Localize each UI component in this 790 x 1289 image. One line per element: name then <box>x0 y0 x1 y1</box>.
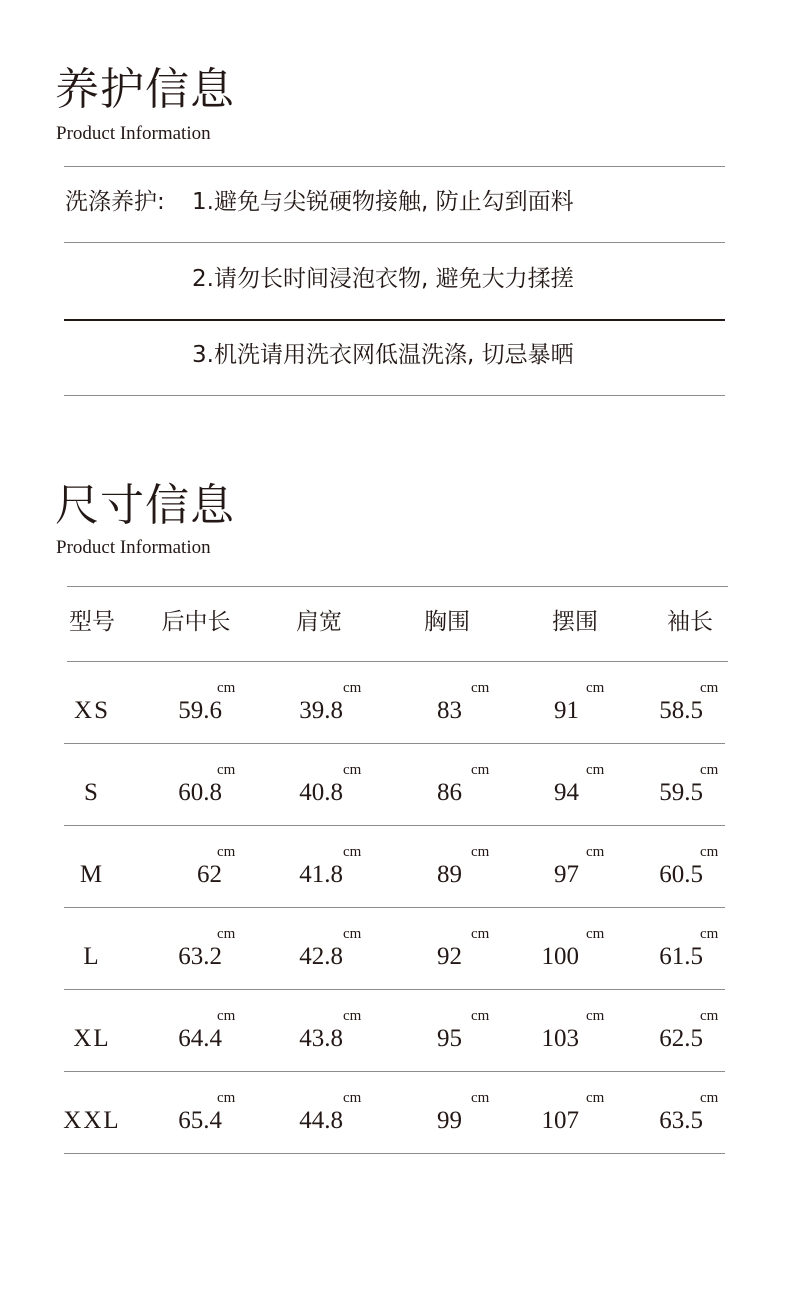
divider <box>64 242 725 243</box>
care-item-2: 2.请勿长时间浸泡衣物, 避免大力揉搓 <box>192 266 574 292</box>
divider <box>64 743 725 744</box>
value-chest: 86 <box>437 779 462 806</box>
unit-label: cm <box>471 1008 490 1024</box>
header-shoulder: 肩宽 <box>296 609 342 635</box>
value-shoulder: 39.8 <box>299 697 343 724</box>
size-label: XL <box>73 1025 111 1052</box>
value-hem: 100 <box>541 943 579 970</box>
header-hem: 摆围 <box>552 609 598 635</box>
care-item-1: 1.避免与尖锐硬物接触, 防止勾到面料 <box>192 189 574 215</box>
unit-label: cm <box>217 1008 236 1024</box>
unit-label: cm <box>217 844 236 860</box>
divider <box>67 661 728 662</box>
value-shoulder: 44.8 <box>299 1107 343 1134</box>
value-sleeve: 61.5 <box>659 943 703 970</box>
size-title: 尺寸信息 <box>55 480 235 531</box>
value-length: 64.4 <box>178 1025 222 1052</box>
divider <box>64 166 725 167</box>
value-hem: 97 <box>554 861 579 888</box>
value-length: 60.8 <box>178 779 222 806</box>
value-sleeve: 63.5 <box>659 1107 703 1134</box>
unit-label: cm <box>700 926 719 942</box>
care-subtitle: Product Information <box>56 123 211 144</box>
value-sleeve: 60.5 <box>659 861 703 888</box>
value-sleeve: 58.5 <box>659 697 703 724</box>
value-sleeve: 59.5 <box>659 779 703 806</box>
care-label: 洗涤养护: <box>65 189 165 215</box>
size-label: XXL <box>63 1107 121 1134</box>
divider <box>64 395 725 396</box>
value-chest: 95 <box>437 1025 462 1052</box>
header-length: 后中长 <box>161 609 231 635</box>
value-shoulder: 42.8 <box>299 943 343 970</box>
value-shoulder: 43.8 <box>299 1025 343 1052</box>
size-label: XS <box>74 697 110 724</box>
unit-label: cm <box>586 762 605 778</box>
header-model: 型号 <box>69 609 115 635</box>
value-length: 63.2 <box>178 943 222 970</box>
unit-label: cm <box>343 680 362 696</box>
value-chest: 89 <box>437 861 462 888</box>
unit-label: cm <box>343 762 362 778</box>
value-hem: 103 <box>541 1025 579 1052</box>
value-length: 59.6 <box>178 697 222 724</box>
value-length: 62 <box>197 861 222 888</box>
value-shoulder: 40.8 <box>299 779 343 806</box>
size-label: S <box>84 779 100 806</box>
unit-label: cm <box>586 680 605 696</box>
care-item-3: 3.机洗请用洗衣网低温洗涤, 切忌暴晒 <box>192 342 574 368</box>
unit-label: cm <box>471 844 490 860</box>
unit-label: cm <box>471 680 490 696</box>
value-length: 65.4 <box>178 1107 222 1134</box>
unit-label: cm <box>586 1008 605 1024</box>
unit-label: cm <box>217 1090 236 1106</box>
divider <box>64 825 725 826</box>
unit-label: cm <box>471 1090 490 1106</box>
unit-label: cm <box>343 1008 362 1024</box>
unit-label: cm <box>217 680 236 696</box>
unit-label: cm <box>586 926 605 942</box>
unit-label: cm <box>700 1090 719 1106</box>
divider <box>64 319 725 321</box>
value-sleeve: 62.5 <box>659 1025 703 1052</box>
header-sleeve: 袖长 <box>667 609 713 635</box>
size-subtitle: Product Information <box>56 537 211 558</box>
unit-label: cm <box>700 844 719 860</box>
unit-label: cm <box>343 926 362 942</box>
size-label: M <box>79 861 105 888</box>
unit-label: cm <box>217 926 236 942</box>
unit-label: cm <box>586 844 605 860</box>
unit-label: cm <box>700 762 719 778</box>
value-shoulder: 41.8 <box>299 861 343 888</box>
unit-label: cm <box>471 762 490 778</box>
header-chest: 胸围 <box>424 609 470 635</box>
value-hem: 107 <box>541 1107 579 1134</box>
care-title: 养护信息 <box>55 64 235 115</box>
size-label: L <box>83 943 101 970</box>
divider <box>64 907 725 908</box>
value-chest: 99 <box>437 1107 462 1134</box>
value-chest: 92 <box>437 943 462 970</box>
unit-label: cm <box>700 1008 719 1024</box>
value-hem: 91 <box>554 697 579 724</box>
value-hem: 94 <box>554 779 579 806</box>
unit-label: cm <box>217 762 236 778</box>
divider <box>64 1153 725 1154</box>
divider <box>64 1071 725 1072</box>
value-chest: 83 <box>437 697 462 724</box>
unit-label: cm <box>471 926 490 942</box>
unit-label: cm <box>700 680 719 696</box>
unit-label: cm <box>586 1090 605 1106</box>
unit-label: cm <box>343 844 362 860</box>
table-top-rule <box>67 586 728 587</box>
divider <box>64 989 725 990</box>
unit-label: cm <box>343 1090 362 1106</box>
